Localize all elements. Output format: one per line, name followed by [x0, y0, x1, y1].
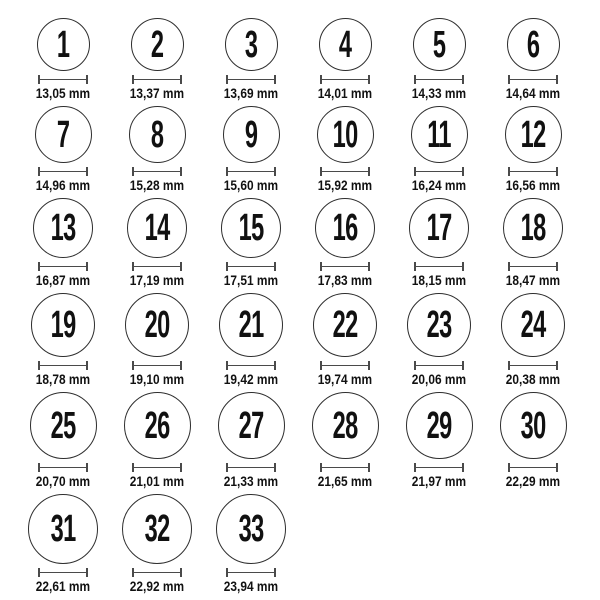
ring-size-number: 7: [56, 113, 70, 156]
chart-row: [16, 18, 600, 100]
ring-size-number: 5: [432, 23, 446, 66]
diameter-measure-line: [320, 463, 370, 472]
ring-size-cell: [204, 106, 298, 192]
ring-size-cell: [486, 198, 580, 287]
ring-circle: [127, 198, 187, 258]
ring-size-cell: [298, 18, 392, 100]
diameter-label: 22,29 mm: [505, 473, 561, 489]
ring-circle: [221, 198, 281, 258]
ring-circle: [31, 293, 95, 357]
ring-size-cell: [392, 392, 486, 488]
ring-size-cell: [486, 18, 580, 100]
diameter-measure-line: [226, 463, 276, 472]
diameter-label: 13,05 mm: [35, 85, 91, 101]
ring-size-number: 1: [56, 23, 70, 66]
diameter-label: 19,42 mm: [223, 371, 279, 387]
chart-row: [16, 293, 600, 386]
ring-size-cell: [204, 293, 298, 386]
diameter-measure-line: [320, 262, 370, 271]
diameter-measure-line: [38, 167, 88, 176]
ring-size-number: 32: [144, 508, 170, 550]
ring-circle: [507, 18, 560, 71]
ring-size-cell: [486, 392, 580, 488]
ring-circle: [125, 293, 189, 357]
diameter-measure-line: [414, 262, 464, 271]
ring-size-cell: [16, 18, 110, 100]
ring-size-number: 2: [150, 23, 164, 66]
diameter-label: 18,15 mm: [411, 272, 467, 288]
ring-size-number: 30: [520, 404, 546, 447]
diameter-measure-line: [132, 75, 182, 84]
diameter-label: 22,61 mm: [35, 578, 91, 594]
ring-circle: [225, 18, 278, 71]
ring-circle: [30, 392, 97, 459]
diameter-label: 20,70 mm: [35, 473, 91, 489]
ring-circle: [122, 494, 192, 564]
chart-row: [16, 106, 600, 192]
ring-size-cell: [110, 18, 204, 100]
diameter-label: 21,01 mm: [129, 473, 185, 489]
ring-circle: [407, 293, 471, 357]
diameter-label: 21,65 mm: [317, 473, 373, 489]
diameter-measure-line: [508, 167, 558, 176]
ring-size-cell: [110, 106, 204, 192]
diameter-measure-line: [414, 361, 464, 370]
ring-circle: [218, 392, 285, 459]
ring-size-cell: [298, 198, 392, 287]
ring-circle: [131, 18, 184, 71]
ring-circle: [219, 293, 283, 357]
ring-size-number: 6: [526, 23, 540, 66]
ring-circle: [503, 198, 563, 258]
diameter-measure-line: [226, 568, 276, 577]
ring-circle: [413, 18, 466, 71]
ring-size-cell: [298, 106, 392, 192]
ring-size-number: 15: [238, 207, 264, 249]
ring-size-number: 31: [50, 508, 76, 550]
ring-size-number: 18: [520, 207, 546, 249]
ring-size-number: 10: [332, 113, 358, 156]
ring-size-number: 12: [520, 113, 546, 156]
ring-size-cell: [16, 293, 110, 386]
ring-size-number: 23: [426, 304, 452, 346]
diameter-label: 18,78 mm: [35, 371, 91, 387]
diameter-label: 14,01 mm: [317, 85, 373, 101]
ring-size-cell: [16, 106, 110, 192]
ring-circle: [313, 293, 377, 357]
diameter-measure-line: [132, 568, 182, 577]
ring-circle: [33, 198, 93, 258]
diameter-label: 15,92 mm: [317, 177, 373, 193]
ring-size-cell: [298, 392, 392, 488]
ring-size-number: 29: [426, 404, 452, 447]
diameter-label: 20,06 mm: [411, 371, 467, 387]
diameter-measure-line: [414, 463, 464, 472]
ring-size-number: 26: [144, 404, 170, 447]
ring-size-cell: [16, 392, 110, 488]
diameter-measure-line: [320, 361, 370, 370]
diameter-label: 16,87 mm: [35, 272, 91, 288]
diameter-label: 19,74 mm: [317, 371, 373, 387]
ring-size-number: 20: [144, 304, 170, 346]
diameter-measure-line: [38, 463, 88, 472]
ring-size-cell: [486, 106, 580, 192]
diameter-label: 18,47 mm: [505, 272, 561, 288]
ring-circle: [319, 18, 372, 71]
diameter-measure-line: [38, 568, 88, 577]
ring-size-number: 28: [332, 404, 358, 447]
ring-size-number: 11: [427, 113, 451, 156]
diameter-label: 15,60 mm: [223, 177, 279, 193]
diameter-label: 14,96 mm: [35, 177, 91, 193]
diameter-label: 21,33 mm: [223, 473, 279, 489]
ring-circle: [28, 494, 98, 564]
diameter-measure-line: [414, 167, 464, 176]
diameter-label: 23,94 mm: [223, 578, 279, 594]
diameter-measure-line: [508, 262, 558, 271]
diameter-measure-line: [132, 167, 182, 176]
diameter-label: 15,28 mm: [129, 177, 185, 193]
diameter-measure-line: [320, 167, 370, 176]
diameter-measure-line: [132, 262, 182, 271]
diameter-measure-line: [226, 167, 276, 176]
diameter-measure-line: [226, 262, 276, 271]
diameter-label: 19,10 mm: [129, 371, 185, 387]
ring-size-cell: [392, 198, 486, 287]
ring-circle: [129, 106, 186, 163]
diameter-measure-line: [226, 361, 276, 370]
ring-size-cell: [16, 494, 110, 593]
ring-size-number: 3: [244, 23, 258, 66]
diameter-label: 16,56 mm: [505, 177, 561, 193]
ring-circle: [35, 106, 92, 163]
ring-size-cell: [204, 18, 298, 100]
ring-circle: [315, 198, 375, 258]
ring-circle: [409, 198, 469, 258]
ring-size-number: 17: [426, 207, 452, 249]
ring-circle: [37, 18, 90, 71]
diameter-measure-line: [132, 361, 182, 370]
chart-row: [16, 198, 600, 287]
ring-circle: [505, 106, 562, 163]
ring-size-cell: [110, 293, 204, 386]
diameter-label: 14,33 mm: [411, 85, 467, 101]
diameter-measure-line: [38, 75, 88, 84]
ring-size-number: 9: [244, 113, 258, 156]
ring-size-cell: [392, 106, 486, 192]
ring-circle: [312, 392, 379, 459]
diameter-measure-line: [508, 463, 558, 472]
ring-size-number: 33: [238, 508, 264, 550]
ring-circle: [411, 106, 468, 163]
ring-size-cell: [204, 392, 298, 488]
ring-size-cell: [204, 198, 298, 287]
diameter-measure-line: [38, 361, 88, 370]
diameter-label: 16,24 mm: [411, 177, 467, 193]
chart-row: [16, 392, 600, 488]
ring-circle: [501, 293, 565, 357]
ring-size-number: 25: [50, 404, 76, 447]
diameter-measure-line: [38, 262, 88, 271]
ring-size-number: 21: [238, 304, 264, 346]
ring-size-cell: [110, 494, 204, 593]
ring-size-number: 4: [338, 23, 352, 66]
diameter-measure-line: [226, 75, 276, 84]
ring-size-cell: [392, 18, 486, 100]
ring-size-number: 8: [150, 113, 164, 156]
diameter-label: 21,97 mm: [411, 473, 467, 489]
ring-circle: [406, 392, 473, 459]
ring-size-cell: [298, 293, 392, 386]
diameter-measure-line: [132, 463, 182, 472]
diameter-label: 17,51 mm: [223, 272, 279, 288]
diameter-label: 17,19 mm: [129, 272, 185, 288]
diameter-label: 17,83 mm: [317, 272, 373, 288]
diameter-label: 13,69 mm: [223, 85, 279, 101]
ring-size-number: 27: [238, 404, 264, 447]
ring-size-cell: [110, 198, 204, 287]
ring-size-number: 16: [332, 207, 358, 249]
ring-size-number: 19: [50, 304, 76, 346]
diameter-label: 22,92 mm: [129, 578, 185, 594]
ring-size-cell: [110, 392, 204, 488]
ring-size-cell: [486, 293, 580, 386]
ring-circle: [317, 106, 374, 163]
ring-size-number: 22: [332, 304, 358, 346]
ring-size-cell: [16, 198, 110, 287]
ring-circle: [216, 494, 286, 564]
diameter-label: 14,64 mm: [505, 85, 561, 101]
diameter-label: 20,38 mm: [505, 371, 561, 387]
diameter-measure-line: [508, 75, 558, 84]
ring-circle: [500, 392, 567, 459]
diameter-label: 13,37 mm: [129, 85, 185, 101]
ring-size-number: 14: [144, 207, 170, 249]
chart-row: [16, 494, 600, 593]
ring-size-cell: [392, 293, 486, 386]
diameter-measure-line: [320, 75, 370, 84]
ring-size-cell: [204, 494, 298, 593]
ring-size-number: 13: [50, 207, 76, 249]
ring-size-number: 24: [520, 304, 546, 346]
diameter-measure-line: [508, 361, 558, 370]
diameter-measure-line: [414, 75, 464, 84]
ring-circle: [223, 106, 280, 163]
ring-circle: [124, 392, 191, 459]
